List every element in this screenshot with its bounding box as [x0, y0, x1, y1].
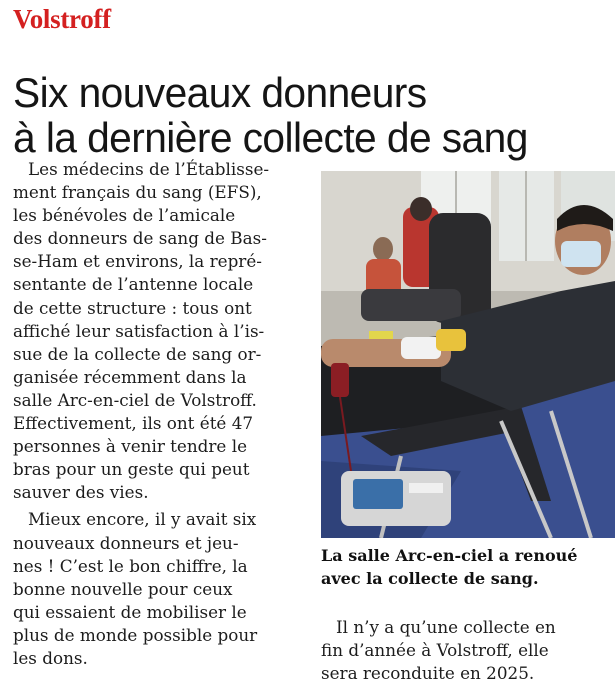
text-line: personnes à venir tendre le: [13, 436, 247, 457]
text-line: sera reconduite en 2025.: [321, 663, 535, 684]
text-line: nouveaux donneurs et jeu-: [13, 532, 239, 553]
text-line: salle Arc-en-ciel de Volstroff.: [13, 389, 257, 410]
photo-caption: [321, 544, 615, 590]
text-line: qui essaient de mobiliser le: [13, 601, 247, 622]
text-line: Il n’y a qu’une collecte en: [336, 617, 556, 637]
text-line: Effectivement, ils ont été 47: [13, 413, 254, 434]
text-line: Les médecins de l’Établisse-: [28, 159, 270, 179]
text-line: les dons.: [13, 647, 88, 668]
text-line: bonne nouvelle pour ceux: [13, 578, 233, 599]
body-paragraph-2: [13, 508, 313, 670]
text-line: de cette structure : tous ont: [13, 297, 252, 318]
text-line: se-Ham et environs, la repré-: [13, 251, 262, 272]
text-line: Mieux encore, il y avait six: [28, 509, 257, 530]
article-body-right-column: [321, 616, 615, 685]
text-line: bras pour un geste qui peut: [13, 459, 250, 480]
article-body-left-column: [13, 158, 313, 670]
caption-line: avec la collecte de sang.: [321, 569, 539, 588]
text-line: sauver des vies.: [13, 482, 149, 503]
text-line: ment français du sang (EFS),: [13, 182, 262, 203]
article-photo: [321, 171, 615, 538]
text-line: fin d’année à Volstroff, elle: [321, 640, 549, 661]
text-line: affiché leur satisfaction à l’is-: [13, 320, 265, 341]
section-kicker: Volstroff: [13, 4, 111, 34]
text-line: sentante de l’antenne locale: [13, 274, 254, 295]
text-line: les bénévoles de l’amicale: [13, 205, 236, 226]
article-headline: [13, 70, 595, 160]
text-line: plus de monde possible pour: [13, 624, 258, 645]
text-line: sue de la collecte de sang or-: [13, 343, 262, 364]
caption-line: La salle Arc-en-ciel a renoué: [321, 546, 578, 565]
body-paragraph-3: [321, 616, 615, 685]
headline-line: Six nouveaux donneurs: [13, 69, 427, 117]
headline-line: à la dernière collecte de sang: [13, 114, 528, 162]
text-line: nes ! C’est le bon chiffre, la: [13, 555, 248, 576]
text-line: ganisée récemment dans la: [13, 366, 247, 387]
body-paragraph-1: [13, 158, 313, 504]
text-line: des donneurs de sang de Bas-: [13, 228, 267, 249]
